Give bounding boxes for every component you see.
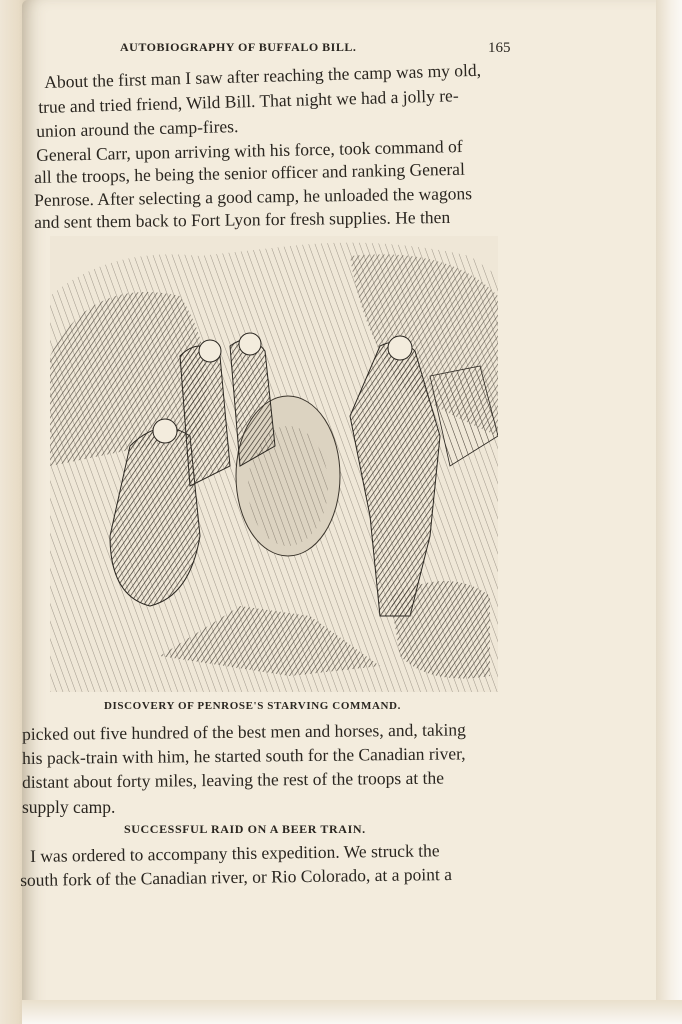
text-line: I was ordered to accompany this expedition. We struck the — [30, 840, 440, 866]
text-line: his pack-train with him, he started south for the Canadian river, — [22, 743, 466, 768]
running-header: AUTOBIOGRAPHY OF BUFFALO BILL. — [120, 40, 357, 54]
illustration-caption: DISCOVERY OF PENROSE'S STARVING COMMAND. — [104, 700, 401, 712]
text-line: south fork of the Canadian river, or Rio Colorado, at a point a — [20, 863, 453, 890]
text-line: and sent them back to Fort Lyon for fresh supplies. He then — [34, 206, 451, 232]
text-line: Penrose. After selecting a good camp, he unloaded the wagons — [34, 183, 473, 210]
page-edge-bottom — [22, 1000, 682, 1024]
text-line: supply camp. — [22, 797, 116, 817]
text-line: picked out five hundred of the best men and horses, and, taking — [22, 719, 466, 744]
text-line: General Carr, upon arriving with his force, took command of — [36, 136, 463, 165]
text-line: distant about forty miles, leaving the rest of the troops at the — [22, 767, 445, 792]
engraving-illustration — [50, 236, 498, 692]
text-line: all the troops, he being the senior officer and ranking General — [34, 158, 466, 187]
text-line: About the first man I saw after reaching the camp was my old, — [44, 59, 482, 92]
page-edge-right — [656, 0, 682, 1024]
page-number: 165 — [488, 40, 511, 56]
text-line: true and tried friend, Wild Bill. That night we had a jolly re- — [38, 85, 459, 117]
text-line: union around the camp-fires. — [36, 116, 239, 141]
section-heading: SUCCESSFUL RAID ON A BEER TRAIN. — [124, 822, 366, 836]
